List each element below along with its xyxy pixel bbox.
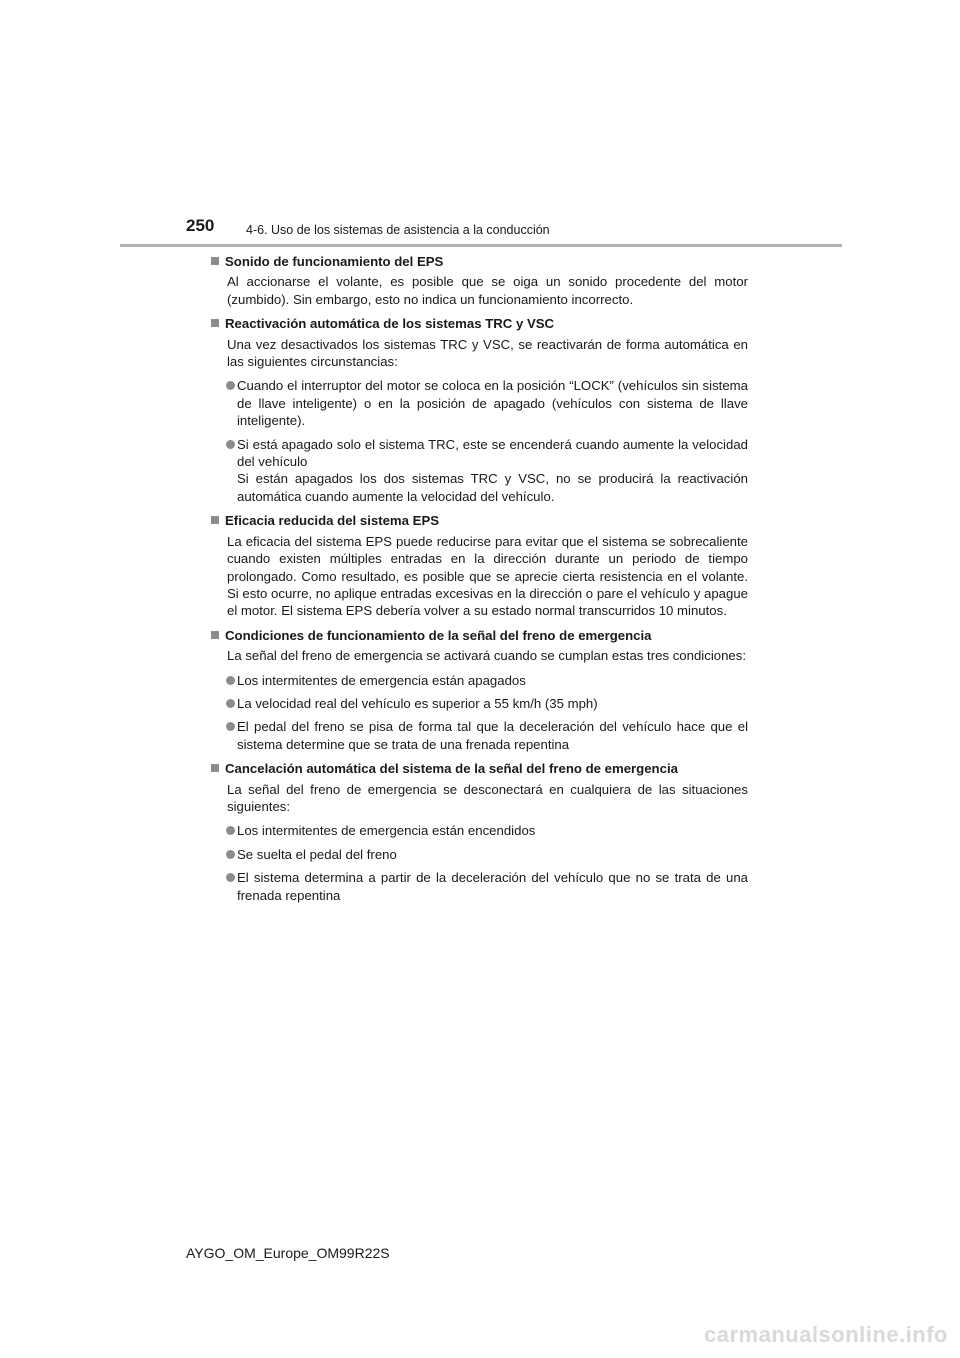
list-item-text: Se suelta el pedal del freno bbox=[237, 846, 397, 862]
page-number: 250 bbox=[186, 216, 215, 235]
paragraph: Una vez desactivados los sistemas TRC y VSC, se reactivarán de forma automática en las siguientes circunstancias: bbox=[227, 336, 748, 370]
list-item bbox=[210, 672, 748, 689]
heading-text: Reactivación automática de los sistemas TRC y VSC bbox=[225, 316, 555, 332]
list-item-text: Los intermitentes de emergencia están encendidos bbox=[237, 823, 536, 839]
section-heading bbox=[210, 512, 748, 529]
round-bullet-icon bbox=[226, 873, 235, 882]
square-bullet-icon bbox=[211, 764, 219, 772]
list-item-text: Los intermitentes de emergencia están apagados bbox=[237, 672, 526, 688]
list-item bbox=[210, 377, 748, 429]
header-divider bbox=[120, 244, 842, 247]
section-eps-reduced bbox=[210, 512, 748, 619]
footer-document-code: AYGO_OM_Europe_OM99R22S bbox=[186, 1245, 390, 1261]
heading-text: Cancelación automática del sistema de la señal del freno de emergencia bbox=[225, 761, 678, 777]
round-bullet-icon bbox=[226, 826, 235, 835]
section-trc-vsc-reactivation bbox=[210, 315, 748, 505]
section-heading bbox=[210, 315, 748, 332]
round-bullet-icon bbox=[226, 722, 235, 731]
list-item bbox=[210, 822, 748, 839]
list-item-text: La velocidad real del vehículo es superior a 55 km/h (35 mph) bbox=[237, 695, 598, 711]
paragraph: La eficacia del sistema EPS puede reducirse para evitar que el sistema se sobrecaliente cuando existen múltiples entradas en la dirección durante un periodo de tiempo prolongado. Como resultado, es posible que se aprecie cierta resistencia en el volante. Si esto ocurre, no aplique entradas excesivas en la dirección o pare el vehículo y apague el motor. El sistema EPS debería volver a su estado normal transcurridos 10 minutos. bbox=[227, 533, 748, 619]
square-bullet-icon bbox=[211, 631, 219, 639]
section-emergency-brake-conditions bbox=[210, 627, 748, 753]
square-bullet-icon bbox=[211, 319, 219, 327]
list-item-text: El pedal del freno se pisa de forma tal que la deceleración del vehículo hace que el sistema determine que se trata de una frenada repentina bbox=[237, 719, 748, 752]
round-bullet-icon bbox=[226, 676, 235, 685]
section-emergency-brake-cancel bbox=[210, 760, 748, 904]
heading-text: Condiciones de funcionamiento de la señal del freno de emergencia bbox=[225, 627, 652, 643]
square-bullet-icon bbox=[211, 516, 219, 524]
list-item bbox=[210, 846, 748, 863]
paragraph: Al accionarse el volante, es posible que se oiga un sonido procedente del motor (zumbido). Sin embargo, esto no indica un funcionamiento incorrecto. bbox=[227, 274, 748, 307]
list-item bbox=[210, 869, 748, 904]
list-item bbox=[210, 718, 748, 753]
round-bullet-icon bbox=[226, 440, 235, 449]
heading-text: Sonido de funcionamiento del EPS bbox=[225, 254, 444, 269]
paragraph: La señal del freno de emergencia se activará cuando se cumplan estas tres condiciones: bbox=[227, 648, 747, 664]
section-heading bbox=[210, 253, 748, 270]
round-bullet-icon bbox=[226, 850, 235, 859]
content-body bbox=[210, 253, 748, 911]
list-item-text: Cuando el interruptor del motor se coloca en la posición “LOCK” (vehículos sin sistema de llave inteligente) o en la posición de apagado (vehículos con sistema de llave inteligente). bbox=[237, 378, 748, 429]
round-bullet-icon bbox=[226, 381, 235, 390]
section-heading bbox=[210, 760, 748, 777]
paragraph: La señal del freno de emergencia se desconectará en cualquiera de las situaciones siguientes: bbox=[227, 781, 748, 814]
list-item-text: Si está apagado solo el sistema TRC, este se encenderá cuando aumente la velocidad del vehículo Si están apagados los dos sistemas TRC y VSC, no se producirá la reactivación automática cuando aumente la velocidad del vehículo. bbox=[237, 436, 748, 504]
round-bullet-icon bbox=[226, 699, 235, 708]
watermark: carmanualsonline.info bbox=[704, 1322, 948, 1347]
section-heading bbox=[210, 627, 748, 644]
list-item bbox=[210, 695, 748, 712]
section-eps-sound bbox=[210, 253, 748, 308]
section-title: 4-6. Uso de los sistemas de asistencia a la conducción bbox=[246, 223, 550, 237]
list-item-text: El sistema determina a partir de la deceleración del vehículo que no se trata de una frenada repentina bbox=[237, 870, 748, 903]
square-bullet-icon bbox=[211, 257, 219, 265]
list-item bbox=[210, 436, 748, 506]
heading-text: Eficacia reducida del sistema EPS bbox=[225, 513, 440, 529]
